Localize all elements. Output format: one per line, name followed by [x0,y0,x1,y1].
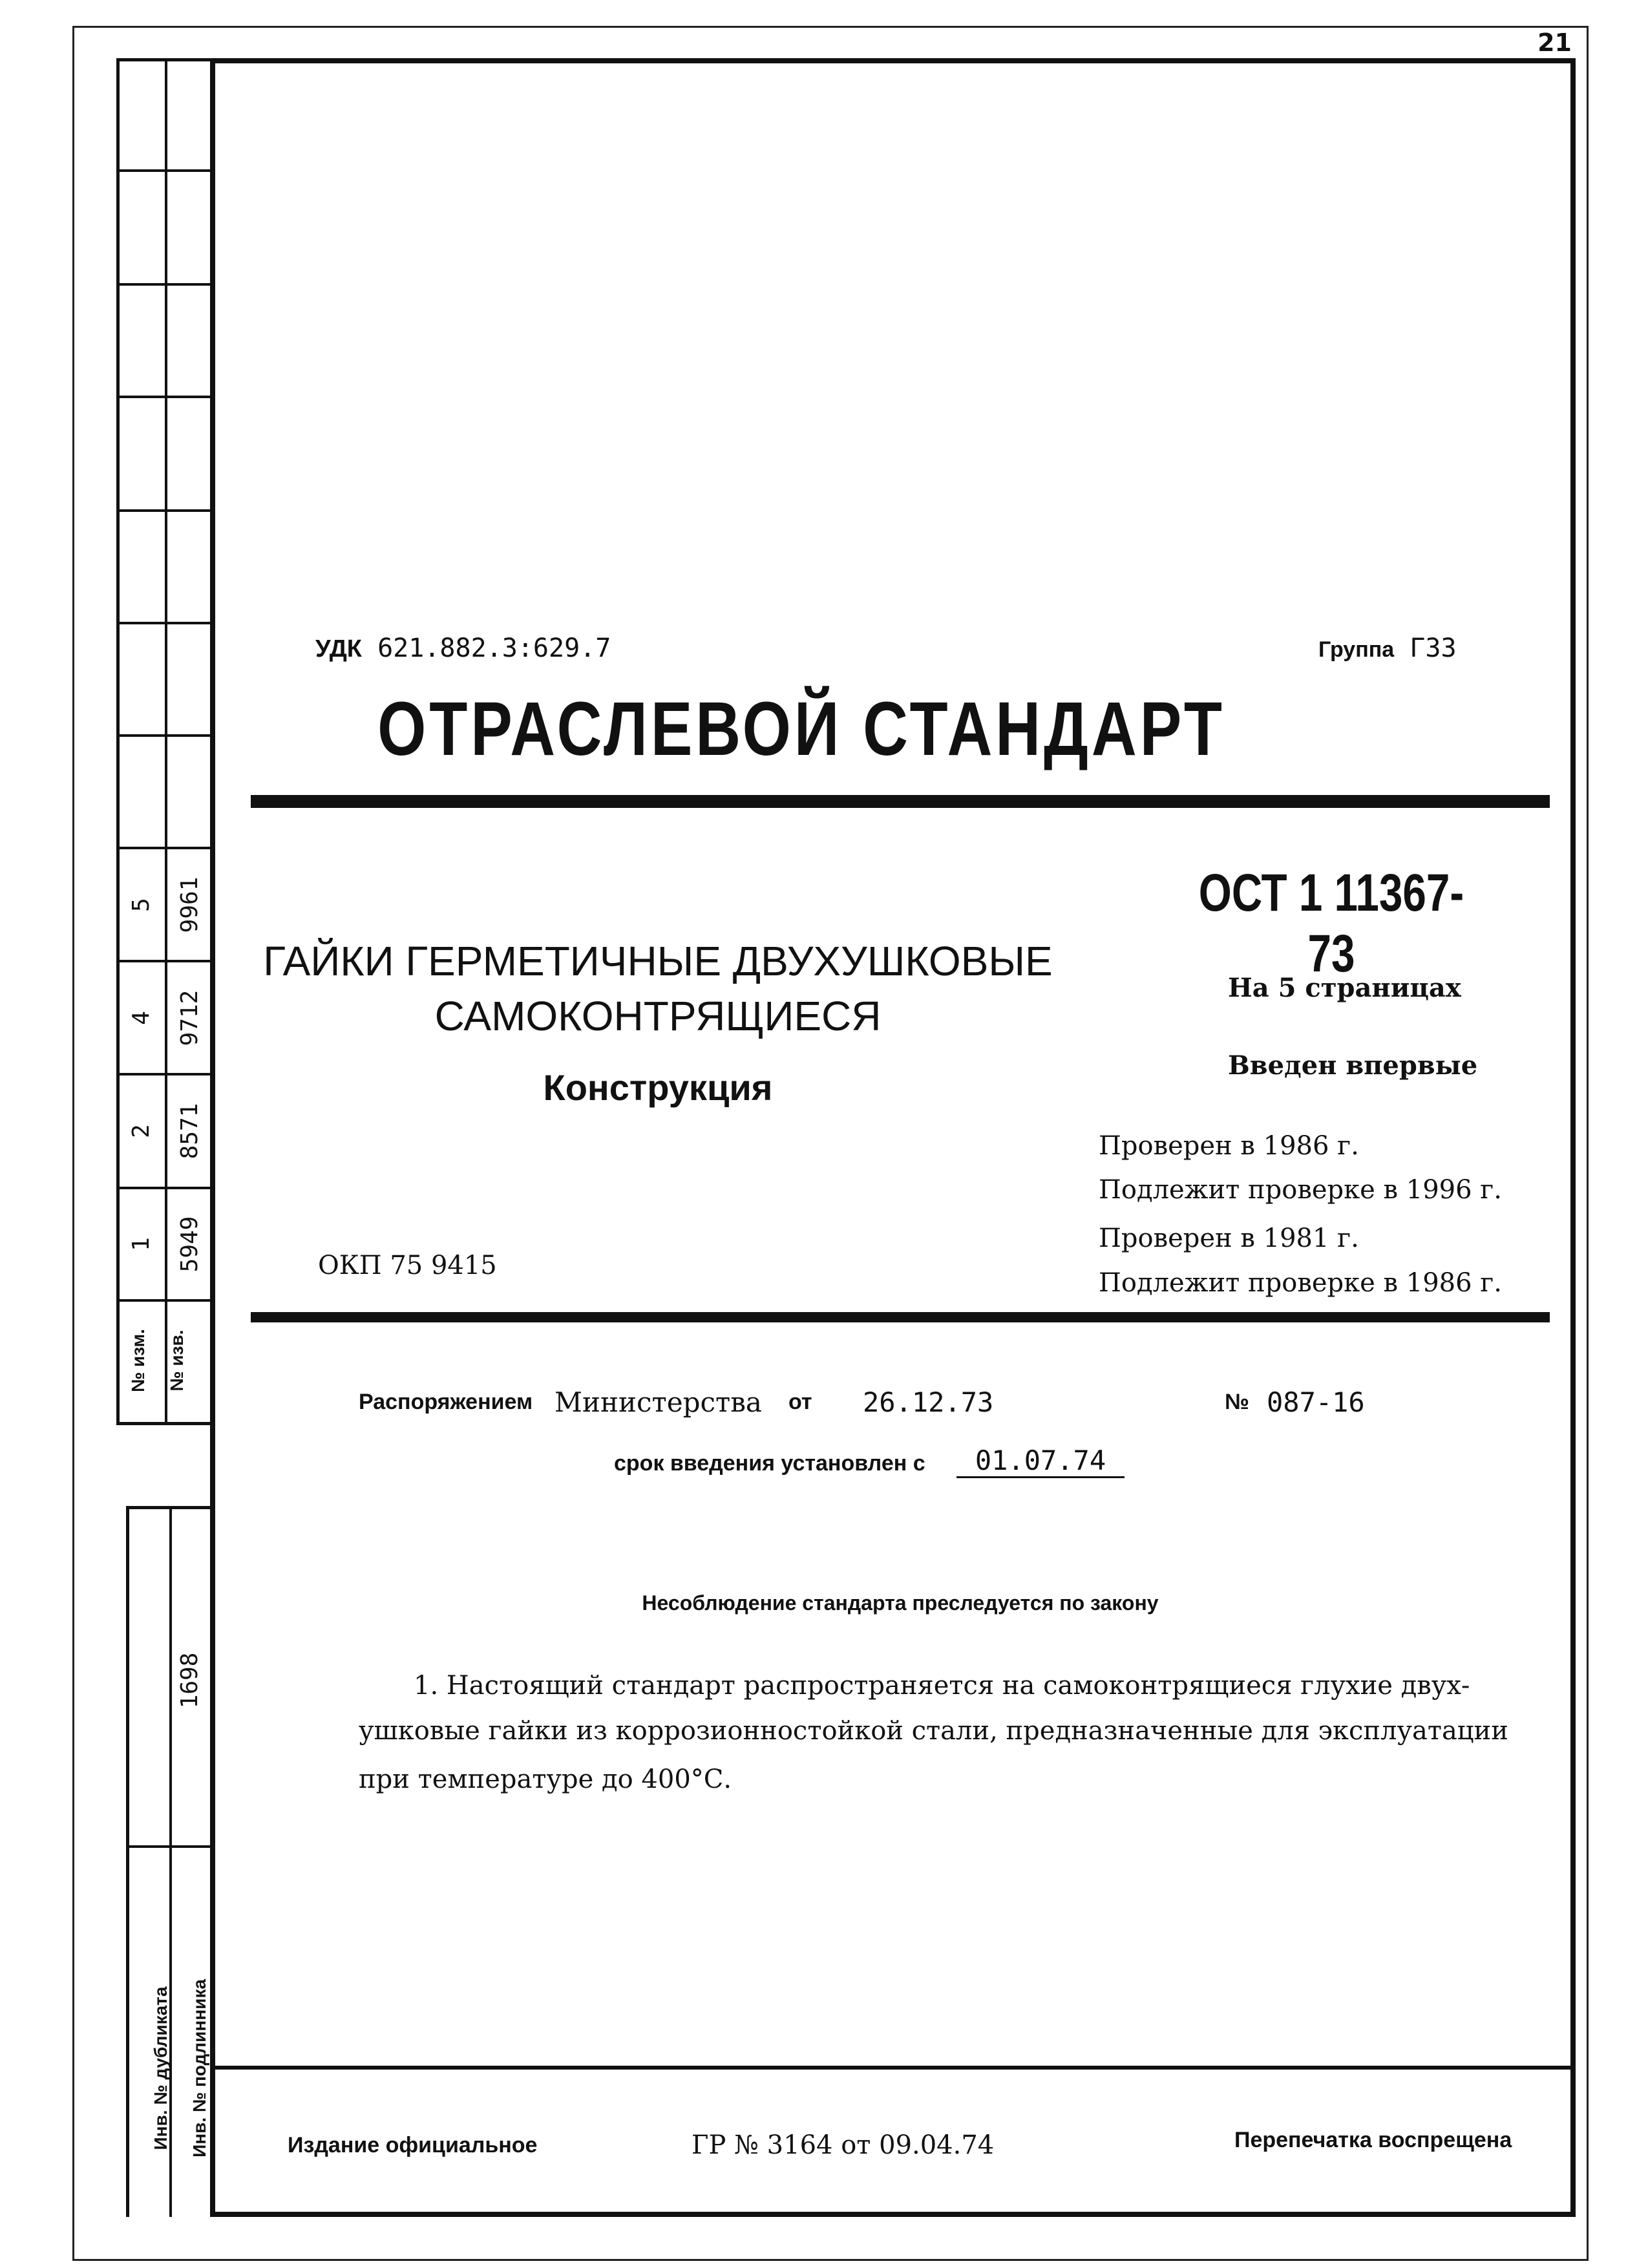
notice-number: 5949 [176,1216,203,1273]
introduced-note: Введен впервые [1228,1050,1478,1081]
reprint-note: Перепечатка воспрещена [1234,2128,1512,2152]
strip-row-line [116,1422,213,1425]
order-date: 26.12.73 [863,1386,994,1418]
strip-row-line [116,1299,213,1302]
product-name-line1: ГАЙКИ ГЕРМЕТИЧНЫЕ ДВУХУШКОВЫЕ [263,938,1053,984]
section-rule [251,1312,1550,1322]
term-label: срок введения установлен с [614,1451,925,1476]
okp-code: ОКП 75 9415 [318,1251,497,1280]
strip-row-line [116,396,213,398]
strip-row-line [116,169,213,172]
edition-note: Издание официальное [288,2133,538,2157]
title-rule [251,795,1550,808]
change-number: 4 [128,1011,154,1025]
check-note: Подлежит проверке в 1986 г. [1099,1268,1502,1298]
change-number: 2 [128,1124,154,1138]
strip-divider-top [165,58,167,1425]
strip-top-line [116,58,213,61]
strip-row-line [116,734,213,737]
strip-row-line [116,1073,213,1076]
check-note: Подлежит проверке в 1996 г. [1099,1175,1502,1205]
group-code: Группа Г33 [1318,633,1457,663]
footer-rule [210,2066,1576,2070]
paragraph-line: 1. Настоящий стандарт распространяется на самоконтрящиеся глухие двух- [414,1671,1470,1701]
strip-row-line [116,283,213,286]
strip-row-line [116,960,213,962]
main-frame [210,58,1576,2217]
order-prefix: Распоряжением [359,1390,533,1414]
strip-border-left-bottom [126,1506,129,2217]
notice-number-label: № изв. [167,1330,187,1392]
registration-note: ГР № 3164 от 09.04.74 [692,2130,995,2160]
document-subtitle: Конструкция [543,1067,773,1108]
strip-border-left-top [116,58,120,1425]
order-number-label: № [1225,1390,1249,1414]
order-ministry: Министерства [555,1386,762,1418]
change-number-label: № изм. [128,1329,148,1392]
page-count: На 5 страницах [1228,973,1461,1003]
strip-row-line [116,622,213,624]
inventory-number: 1698 [176,1652,203,1709]
change-number: 1 [128,1237,154,1251]
term-date: 01.07.74 [956,1445,1125,1478]
order-from: от [788,1390,812,1414]
check-note: Проверен в 1981 г. [1099,1224,1359,1253]
udk-code: УДК 621.882.3:629.7 [315,633,611,663]
notice-number: 9712 [176,990,203,1046]
strip-row-line [116,847,213,849]
paragraph-line: ушковые гайки из коррозионностойкой стали, предназначенные для эксплуатации [359,1716,1508,1746]
legal-warning: Несоблюдение стандарта преследуется по закону [642,1591,1159,1615]
strip-row-line [116,1187,213,1189]
page-number: 21 [1537,28,1572,57]
original-inventory-label: Инв. № подлинника [189,1979,209,2157]
check-note: Проверен в 1986 г. [1099,1131,1359,1161]
change-number: 5 [128,898,154,912]
duplicate-inventory-label: Инв. № дубликата [151,1986,171,2150]
strip-row-line [126,1506,213,1509]
order-number: 087-16 [1267,1386,1365,1418]
notice-number: 9961 [176,876,203,933]
strip-row-line [116,509,213,512]
strip-row-line [126,1845,213,1848]
notice-number: 8571 [176,1103,203,1160]
standard-number: ОСТ 1 11367-73 [1198,864,1464,983]
document-title: ОТРАСЛЕВОЙ СТАНДАРТ [377,686,1225,772]
product-name-line2: САМОКОНТРЯЩИЕСЯ [434,993,882,1039]
paragraph-line: при температуре до 400°С. [359,1765,732,1794]
